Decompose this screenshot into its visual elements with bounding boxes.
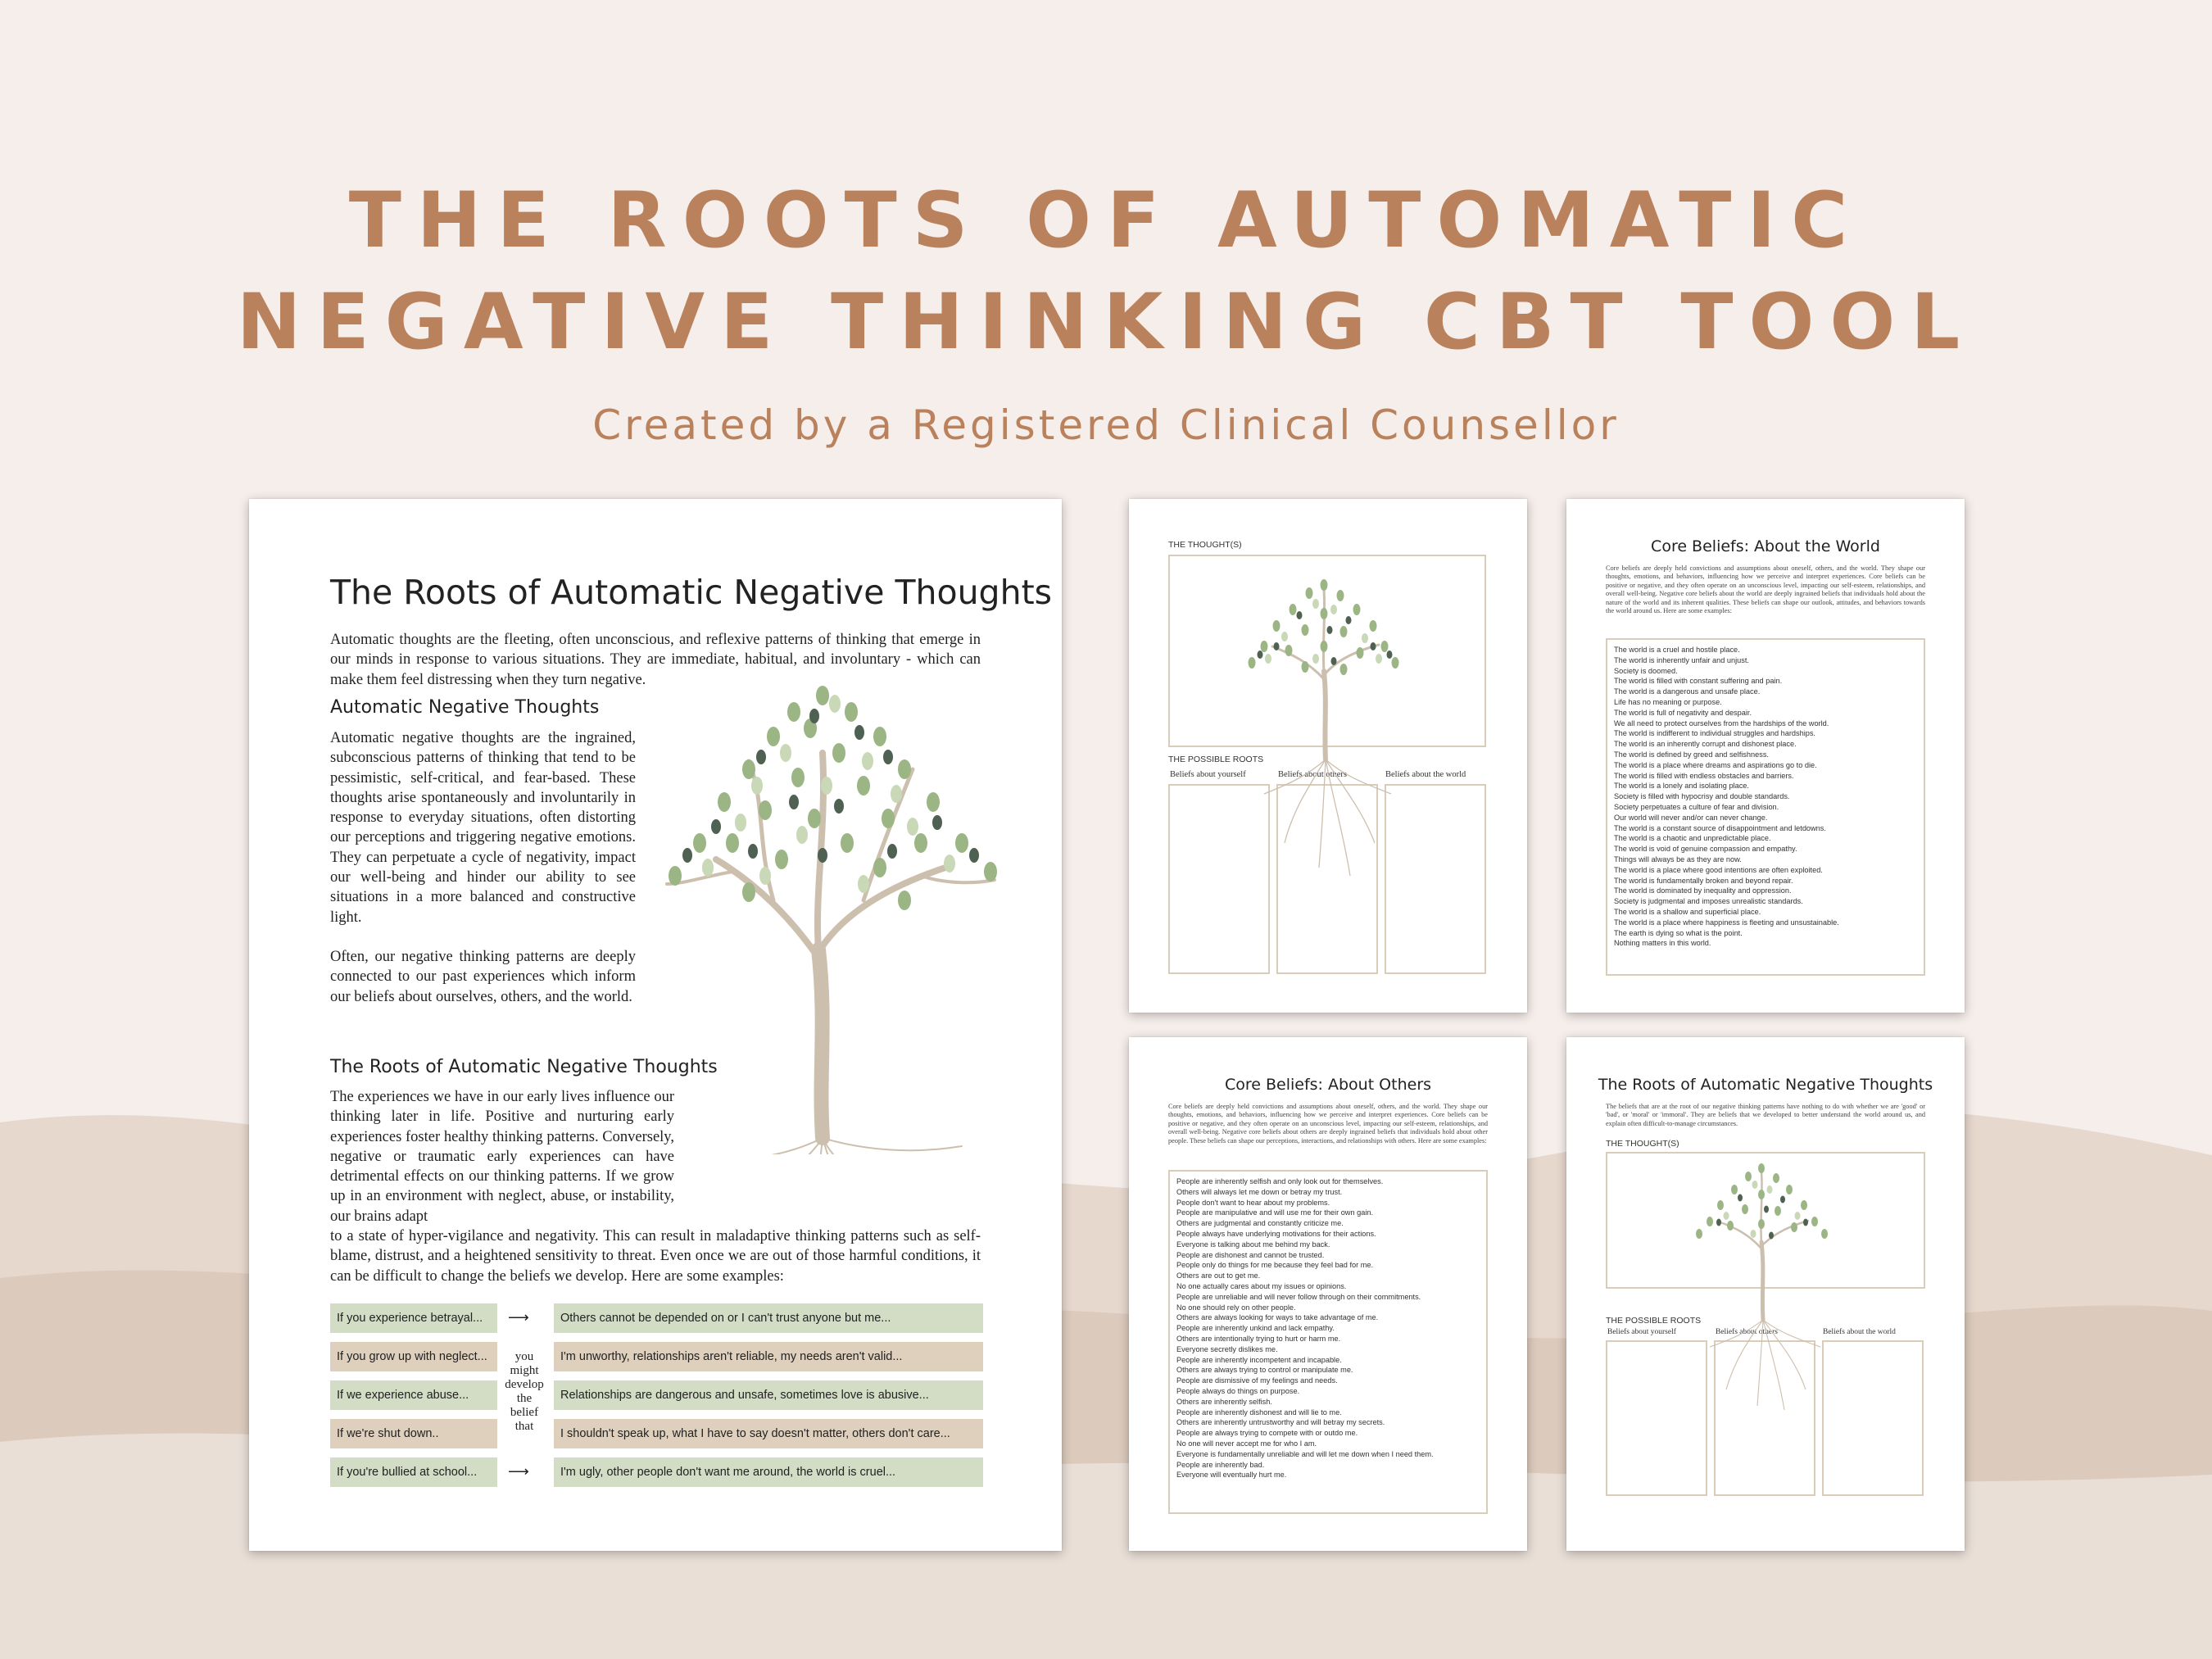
example-belief-3: Relationships are dangerous and unsafe, sometimes love is abusive... [554, 1380, 983, 1410]
title-line-2: NEGATIVE THINKING CBT TOOL [236, 278, 1976, 367]
tree-illustration [1129, 499, 1527, 1013]
intro-paragraph: The beliefs that are at the root of our negative thinking patterns have nothing to do with whether we are 'good' or 'bad', or 'moral' or 'immoral'. They are beliefs that we developed to better understand the world around us, and explain often difficult-to-manage circumstances. [1606, 1103, 1925, 1127]
preview-page-worksheet [1129, 499, 1527, 1013]
subtitle: Created by a Registered Clinical Counsellor [592, 401, 1620, 449]
page-heading: Core Beliefs: About Others [1224, 1076, 1432, 1094]
list-item: People are dismissive of my feelings and needs. [1176, 1376, 1338, 1385]
main-page-title: The Roots of Automatic Negative Thoughts [330, 573, 1052, 612]
preview-page-core-beliefs-world [1566, 499, 1965, 1013]
examples-list [1176, 1176, 1481, 1480]
section-roots-paragraph-2: to a state of hyper-vigilance and negativity. This can result in maladaptive thinking patterns such as self-blame, distrust, and a heightened sensitivity to threat. Even once we are out of those harmful conditions, it can be difficult to change the beliefs we develop. Here are some examples: [330, 1228, 981, 1285]
roots-label: THE POSSIBLE ROOTS [1168, 755, 1264, 764]
list-item: Others are intentionally trying to hurt or harm me. [1176, 1334, 1341, 1343]
example-cause-3: If we experience abuse... [330, 1380, 497, 1410]
list-item: People are unreliable and will never follow through on their commitments. [1176, 1292, 1421, 1301]
list-item: The world is full of negativity and despair. [1614, 708, 1752, 717]
list-item: The world is fundamentally broken and beyond repair. [1614, 876, 1793, 885]
list-item: People are dishonest and cannot be trusted. [1176, 1250, 1325, 1259]
preview-page-main [249, 499, 1062, 1551]
list-item: People are inherently selfish and only look out for themselves. [1176, 1177, 1384, 1185]
list-item: Others are out to get me. [1176, 1271, 1261, 1281]
list-item: The world is defined by greed and selfishness. [1614, 750, 1769, 759]
column-label-world: Beliefs about the world [1385, 770, 1466, 779]
column-label-yourself: Beliefs about yourself [1607, 1328, 1676, 1336]
list-item: The world is dominated by inequality and oppression. [1614, 886, 1792, 895]
example-belief-5: I'm ugly, other people don't want me around, the world is cruel... [554, 1457, 983, 1487]
example-belief-4: I shouldn't speak up, what I have to say doesn't matter, others don't care... [554, 1419, 983, 1448]
list-item: Others are always looking for ways to take advantage of me. [1176, 1313, 1379, 1322]
list-item: People are inherently unkind and lack empathy. [1176, 1324, 1335, 1333]
arrow-right-icon: ⟶ [508, 1463, 529, 1480]
list-item: The world is a chaotic and unpredictable place. [1614, 834, 1771, 843]
list-item: Life has no meaning or purpose. [1614, 697, 1722, 706]
list-item: The world is a dangerous and unsafe place. [1614, 687, 1761, 696]
column-label-yourself: Beliefs about yourself [1170, 770, 1246, 779]
example-cause-4: If we're shut down.. [330, 1419, 497, 1448]
list-item: People don't want to hear about my problems. [1176, 1198, 1330, 1207]
list-item: People always do things on purpose. [1176, 1386, 1300, 1395]
list-item: The earth is dying so what is the point. [1614, 928, 1743, 937]
list-item: No one actually cares about my issues or opinions. [1176, 1281, 1347, 1290]
list-item: Society is doomed. [1614, 666, 1678, 675]
connector-text: you might develop the belief that [505, 1350, 544, 1433]
list-item: The world is a place where good intentions are often exploited. [1614, 865, 1823, 874]
list-item: Everyone is talking about me behind my back. [1176, 1240, 1330, 1249]
list-item: The world is filled with constant suffering and pain. [1614, 677, 1783, 686]
list-item: No one should rely on other people. [1176, 1303, 1296, 1312]
section-heading-roots: The Roots of Automatic Negative Thoughts [330, 1057, 718, 1077]
list-item: Others are always trying to control or manipulate me. [1176, 1366, 1353, 1375]
list-item: People are always trying to compete with or outdo me. [1176, 1429, 1358, 1438]
example-cause-5: If you're bullied at school... [330, 1457, 497, 1487]
example-cause-1: If you experience betrayal... [330, 1303, 497, 1333]
page-heading: The Roots of Automatic Negative Thoughts [1598, 1076, 1933, 1094]
column-label-others: Beliefs about others [1716, 1328, 1778, 1336]
column-label-others: Beliefs about others [1278, 770, 1347, 779]
list-item: People are manipulative and will use me for their own gain. [1176, 1208, 1374, 1217]
list-item: Things will always be as they are now. [1614, 854, 1742, 863]
list-item: The world is a cruel and hostile place. [1614, 646, 1740, 654]
list-item: People always have underlying motivations for their actions. [1176, 1229, 1376, 1238]
list-item: We all need to protect ourselves from the hardships of the world. [1614, 718, 1829, 728]
list-item: The world is void of genuine compassion and empathy. [1614, 845, 1797, 854]
intro-paragraph: Core beliefs are deeply held convictions and assumptions about oneself, others, and the world. They shape our thoughts, emotions, and behaviors, influencing how we perceive and interpret experiences. Core beliefs can be positive or negative, and they often operate on an unconscious level, impacting our self-esteem, relationships, and overall well-being. Negative core beliefs about the world are deeply ingrained beliefs that individuals hold about the nature of the world and its inherent qualities. These beliefs can shape our outlook, attitudes, and behaviors towards the world around us. Here are some examples: [1606, 564, 1925, 615]
example-belief-2: I'm unworthy, relationships aren't reliable, my needs aren't valid... [554, 1342, 983, 1371]
list-item: The world is a place where happiness is fleeting and unsustainable. [1614, 918, 1839, 927]
list-item: Others are inherently untrustworthy and will betray my secrets. [1176, 1418, 1385, 1427]
list-item: Society perpetuates a culture of fear and division. [1614, 802, 1779, 811]
list-item: Everyone secretly dislikes me. [1176, 1344, 1278, 1353]
thoughts-label: THE THOUGHT(S) [1606, 1139, 1679, 1149]
list-item: The world is an inherently corrupt and dishonest place. [1614, 740, 1797, 749]
list-item: People are inherently bad. [1176, 1460, 1265, 1469]
list-item: Nothing matters in this world. [1614, 939, 1711, 948]
list-item: People are inherently dishonest and will lie to me. [1176, 1407, 1342, 1416]
section-roots-paragraph-1: The experiences we have in our early lives influence our thinking later in life. Positive and nurturing early experiences foster healthy thinking patterns. Conversely, negative or traumatic early experiences can have detrimental effects on our thinking patterns. If we grow up in an environment with neglect, abuse, or instability, our brains adapt [330, 1089, 674, 1225]
list-item: People are inherently incompetent and incapable. [1176, 1355, 1342, 1364]
list-item: Others are judgmental and constantly criticize me. [1176, 1219, 1344, 1228]
example-cause-2: If you grow up with neglect... [330, 1342, 497, 1371]
list-item: Others will always let me down or betray my trust. [1176, 1187, 1343, 1196]
preview-page-roots-worksheet [1566, 1037, 1965, 1551]
column-label-world: Beliefs about the world [1823, 1328, 1896, 1336]
roots-label: THE POSSIBLE ROOTS [1606, 1316, 1702, 1326]
preview-page-core-beliefs-others [1129, 1037, 1527, 1551]
list-item: Others are inherently selfish. [1176, 1397, 1272, 1406]
list-item: Society is filled with hypocrisy and double standards. [1614, 792, 1790, 801]
section-ant-text [330, 728, 636, 1027]
list-item: Society is judgmental and imposes unrealistic standards. [1614, 897, 1803, 906]
list-item: The world is a lonely and isolating place. [1614, 782, 1749, 791]
list-item: The world is a place where dreams and aspirations go to die. [1614, 760, 1817, 769]
list-item: The world is indifferent to individual struggles and hardships. [1614, 729, 1815, 738]
list-item: Everyone is fundamentally unreliable and will let me down when I need them. [1176, 1449, 1434, 1458]
page-title [0, 170, 2212, 374]
list-item: The world is inherently unfair and unjust. [1614, 655, 1749, 664]
list-item: Everyone will eventually hurt me. [1176, 1471, 1287, 1480]
list-item: Our world will never and/or can never change. [1614, 813, 1768, 822]
example-belief-1: Others cannot be depended on or I can't trust anyone but me... [554, 1303, 983, 1333]
title-line-1: THE ROOTS OF AUTOMATIC [348, 176, 1864, 265]
intro-paragraph: Automatic thoughts are the fleeting, often unconscious, and reflexive patterns of thinking that emerge in our minds in response to various situations. They are immediate, habitual, and involuntary - which can make them feel distressing when they turn negative. [330, 632, 981, 688]
tree-illustration [1566, 1037, 1965, 1551]
section-ant-paragraph-1: Automatic negative thoughts are the ingrained, subconscious patterns of thinking that tend to be pessimistic, self-critical, and fear-based. These thoughts arise spontaneously and involuntarily in response to everyday situations, often distorting our perceptions and triggering negative emotions. They can perpetuate a cycle of negativity, impact our well-being and hinder our ability to see situations in a more balanced and constructive light. [330, 730, 636, 926]
section-ant-paragraph-2: Often, our negative thinking patterns are deeply connected to our past experiences which inform our beliefs about ourselves, others, and the world. [330, 948, 636, 1005]
list-item: The world is filled with endless obstacles and barriers. [1614, 771, 1794, 780]
list-item: People only do things for me because they feel bad for me. [1176, 1261, 1374, 1270]
list-item: No one will never accept me for who I am. [1176, 1439, 1317, 1448]
tree-illustration [650, 679, 1011, 1154]
section-heading-ant: Automatic Negative Thoughts [330, 697, 600, 718]
thoughts-label: THE THOUGHT(S) [1168, 540, 1242, 550]
list-item: The world is a shallow and superficial place. [1614, 907, 1761, 916]
arrow-right-icon: ⟶ [508, 1309, 529, 1326]
page-heading: Core Beliefs: About the World [1651, 537, 1880, 555]
list-item: The world is a constant source of disappointment and letdowns. [1614, 823, 1826, 832]
examples-list [1614, 645, 1919, 949]
intro-paragraph: Core beliefs are deeply held convictions and assumptions about oneself, others, and the world. They shape our thoughts, emotions, and behaviors, influencing how we perceive and interpret experiences. Core beliefs can be positive or negative, and they often operate on an unconscious level, impacting our self-esteem, relationships, and overall well-being. Negative core beliefs about others are deeply ingrained beliefs that individuals hold about other people. These beliefs can shape our perceptions, interactions, and relationships with others. Here are some examples: [1168, 1103, 1488, 1145]
